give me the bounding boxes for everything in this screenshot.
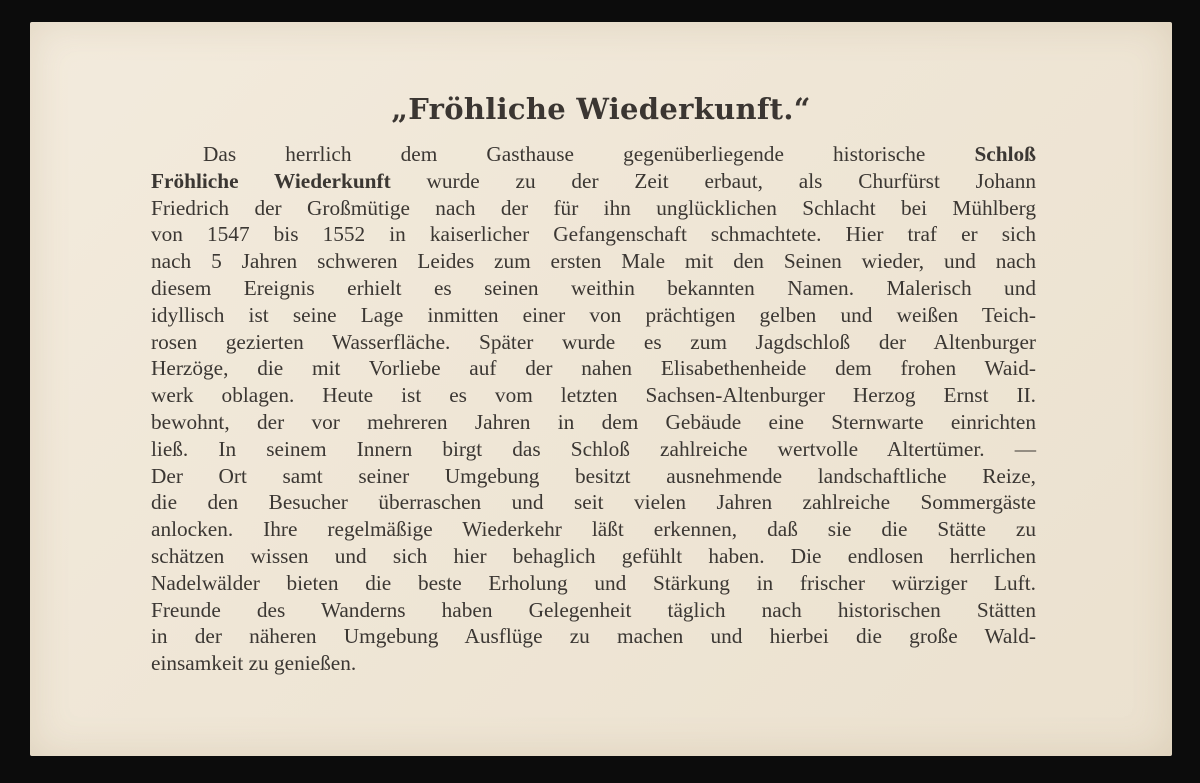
- body-text: [151, 141, 1036, 677]
- text-segment: diesem Ereignis erhielt es seinen weithin bekannten Namen. Malerisch und: [151, 275, 1036, 300]
- text-line: [151, 623, 1036, 650]
- document-title: „Fröhliche Wiederkunft.“: [391, 92, 811, 126]
- text-segment: Friedrich der Großmütige nach der für ihn unglücklichen Schlacht bei Mühlberg: [151, 195, 1036, 220]
- text-line: [151, 275, 1036, 302]
- text-line: [151, 570, 1036, 597]
- text-segment: einsamkeit zu genießen.: [151, 651, 357, 676]
- text-segment: wurde zu der Zeit erbaut, als Churfürst Johann: [390, 168, 1036, 193]
- text-line: [151, 516, 1036, 543]
- text-line: [151, 329, 1036, 356]
- text-segment: die den Besucher überraschen und seit vielen Jahren zahlreiche Sommergäste: [151, 490, 1036, 515]
- text-segment: rosen gezierten Wasserfläche. Später wurde es zum Jagdschloß der Altenburger: [151, 329, 1036, 354]
- text-segment: idyllisch ist seine Lage inmitten einer von prächtigen gelben und weißen Teich‑: [151, 302, 1036, 327]
- text-segment: bewohnt, der vor mehreren Jahren in dem Gebäude eine Sternwarte einrichten: [151, 409, 1036, 434]
- text-segment: Der Ort samt seiner Umgebung besitzt ausnehmende landschaftliche Reize,: [151, 463, 1036, 488]
- text-line: [151, 355, 1036, 382]
- text-segment: werk oblagen. Heute ist es vom letzten Sachsen‑Altenburger Herzog Ernst II.: [151, 383, 1036, 408]
- text-line: [151, 382, 1036, 409]
- text-line: [151, 650, 1036, 677]
- text-line: [151, 248, 1036, 275]
- text-segment: ließ. In seinem Innern birgt das Schloß zahlreiche wertvolle Altertümer. —: [151, 436, 1036, 461]
- text-line: [151, 597, 1036, 624]
- text-line: [151, 302, 1036, 329]
- text-segment: nach 5 Jahren schweren Leides zum ersten Male mit den Seinen wieder, und nach: [151, 249, 1036, 274]
- postcard-back: [30, 22, 1172, 756]
- bold-text: Schloß: [974, 142, 1036, 166]
- text-segment: Herzöge, die mit Vorliebe auf der nahen Elisabethenheide dem frohen Waid‑: [151, 356, 1036, 381]
- text-line: [151, 543, 1036, 570]
- text-line: [151, 436, 1036, 463]
- text-segment: von 1547 bis 1552 in kaiserlicher Gefangenschaft schmachtete. Hier traf er sich: [151, 222, 1036, 247]
- bold-text: Fröhliche Wiederkunft: [151, 168, 391, 193]
- text-line: [151, 221, 1036, 248]
- text-line: [151, 463, 1036, 490]
- text-segment: in der näheren Umgebung Ausflüge zu machen und hierbei die große Wald‑: [151, 624, 1036, 649]
- text-line: [151, 409, 1036, 436]
- text-line: [151, 141, 1036, 168]
- text-segment: Nadelwälder bieten die beste Erholung und Stärkung in frischer würziger Luft.: [151, 570, 1036, 595]
- text-line: [151, 168, 1036, 195]
- text-segment: schätzen wissen und sich hier behaglich gefühlt haben. Die endlosen herrlichen: [151, 543, 1036, 568]
- text-segment: Freunde des Wanderns haben Gelegenheit täglich nach historischen Stätten: [151, 597, 1036, 622]
- text-line: [151, 195, 1036, 222]
- text-line: [151, 489, 1036, 516]
- text-segment: Das herrlich dem Gasthause gegenüberliegende historische: [203, 142, 975, 166]
- text-segment: anlocken. Ihre regelmäßige Wiederkehr läßt erkennen, daß sie die Stätte zu: [151, 517, 1036, 542]
